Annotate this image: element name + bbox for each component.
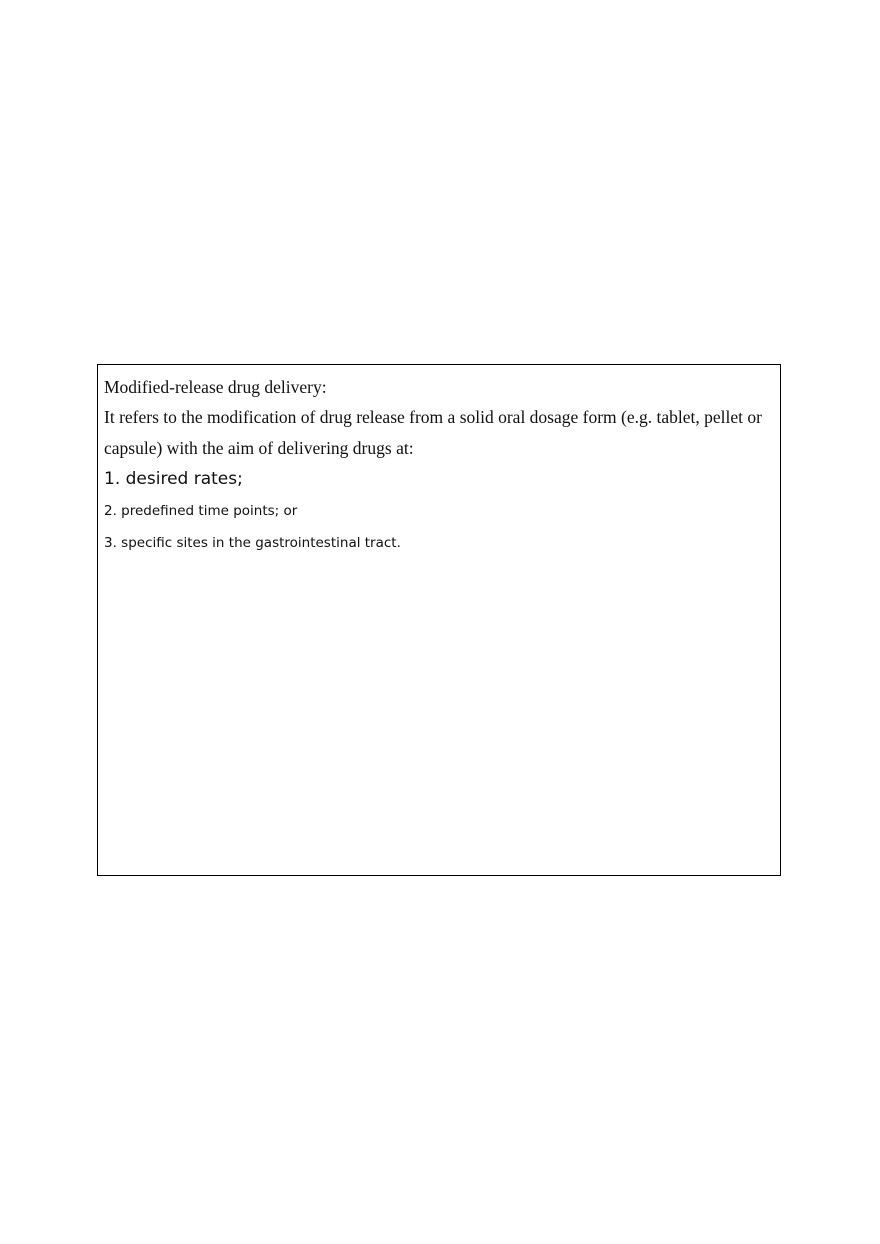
definition-box	[97, 364, 781, 876]
paragraph-line-1: It refers to the modification of drug release from a solid oral dosage form (e.g. tablet, pellet or	[104, 407, 762, 427]
box-heading: Modified-release drug delivery:	[104, 377, 327, 397]
list-item: 1. desired rates;	[104, 469, 243, 489]
list-item: 3. specific sites in the gastrointestinal tract.	[104, 535, 401, 551]
paragraph-line-2: capsule) with the aim of delivering drugs at:	[104, 438, 414, 458]
list-item: 2. predefined time points; or	[104, 503, 298, 519]
